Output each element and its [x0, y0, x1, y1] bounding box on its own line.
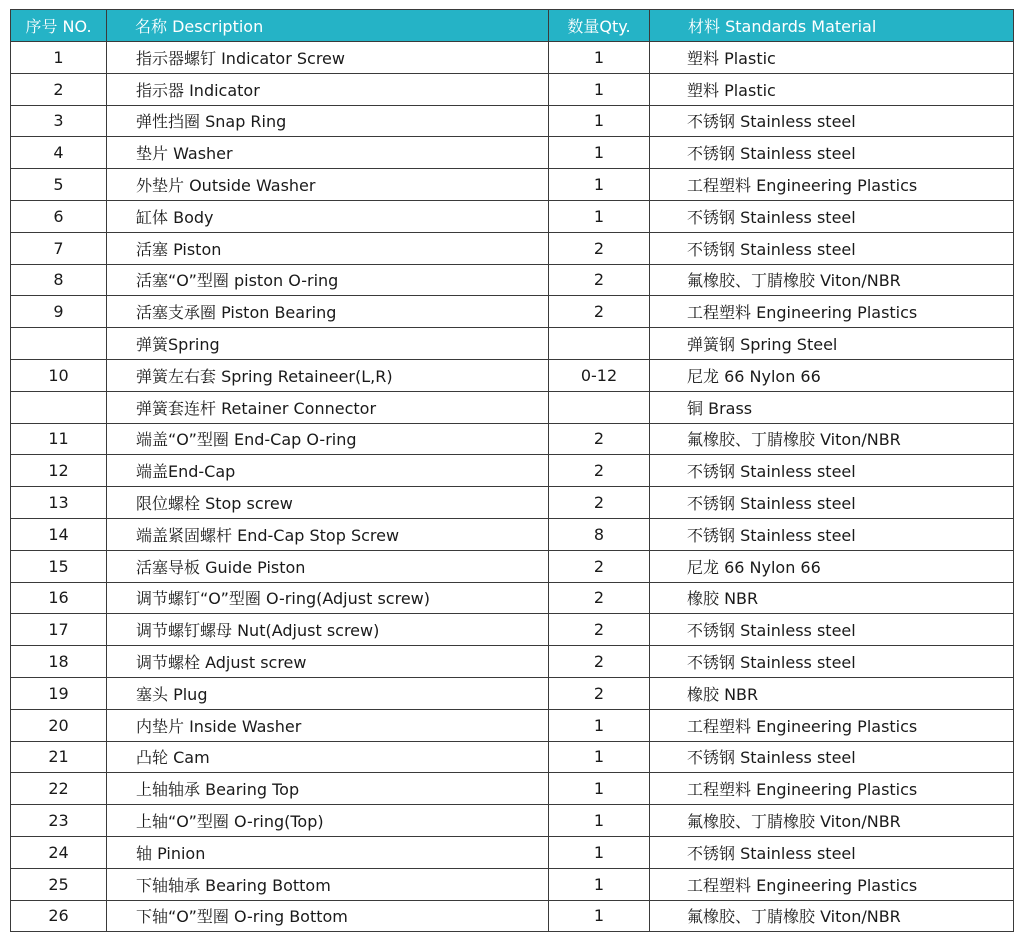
table-row	[11, 805, 1014, 837]
cell-material: 弹簧钢 Spring Steel	[650, 328, 1014, 360]
cell-qty: 1	[549, 868, 650, 900]
cell-description: 弹性挡圈 Snap Ring	[107, 105, 549, 137]
cell-description: 调节螺栓 Adjust screw	[107, 646, 549, 678]
cell-qty: 2	[549, 423, 650, 455]
parts-list-table	[10, 9, 1014, 932]
cell-description: 内垫片 Inside Washer	[107, 709, 549, 741]
cell-material: 氟橡胶、丁腈橡胶 Viton/NBR	[650, 900, 1014, 932]
cell-qty: 2	[549, 550, 650, 582]
table-row	[11, 455, 1014, 487]
table-row	[11, 232, 1014, 264]
table-row	[11, 42, 1014, 74]
cell-material: 氟橡胶、丁腈橡胶 Viton/NBR	[650, 264, 1014, 296]
cell-description: 指示器 Indicator	[107, 73, 549, 105]
cell-qty: 1	[549, 169, 650, 201]
table-row	[11, 105, 1014, 137]
cell-description: 缸体 Body	[107, 200, 549, 232]
cell-description: 外垫片 Outside Washer	[107, 169, 549, 201]
cell-material: 工程塑料 Engineering Plastics	[650, 868, 1014, 900]
cell-description: 凸轮 Cam	[107, 741, 549, 773]
cell-no: 26	[11, 900, 107, 932]
cell-no: 1	[11, 42, 107, 74]
cell-qty: 1	[549, 773, 650, 805]
cell-description: 限位螺栓 Stop screw	[107, 487, 549, 519]
cell-description: 活塞支承圈 Piston Bearing	[107, 296, 549, 328]
cell-no: 4	[11, 137, 107, 169]
cell-no: 25	[11, 868, 107, 900]
table-row	[11, 518, 1014, 550]
header-row	[11, 10, 1014, 42]
table-row	[11, 868, 1014, 900]
parts-list-container	[10, 9, 1014, 932]
cell-material: 工程塑料 Engineering Plastics	[650, 296, 1014, 328]
cell-description: 下轴轴承 Bearing Bottom	[107, 868, 549, 900]
cell-no	[11, 391, 107, 423]
cell-qty: 2	[549, 677, 650, 709]
cell-material: 不锈钢 Stainless steel	[650, 646, 1014, 678]
cell-description: 垫片 Washer	[107, 137, 549, 169]
cell-description: 端盖“O”型圈 End-Cap O-ring	[107, 423, 549, 455]
table-header	[11, 10, 1014, 42]
cell-material: 不锈钢 Stainless steel	[650, 137, 1014, 169]
cell-material: 工程塑料 Engineering Plastics	[650, 773, 1014, 805]
cell-qty: 1	[549, 137, 650, 169]
cell-no: 2	[11, 73, 107, 105]
header-description: 名称 Description	[107, 10, 549, 42]
cell-qty: 1	[549, 73, 650, 105]
cell-material: 不锈钢 Stainless steel	[650, 614, 1014, 646]
cell-qty: 1	[549, 900, 650, 932]
table-row	[11, 646, 1014, 678]
cell-qty: 1	[549, 200, 650, 232]
cell-qty: 1	[549, 741, 650, 773]
cell-qty: 2	[549, 264, 650, 296]
cell-material: 塑料 Plastic	[650, 73, 1014, 105]
cell-material: 不锈钢 Stainless steel	[650, 518, 1014, 550]
table-row	[11, 423, 1014, 455]
cell-qty: 8	[549, 518, 650, 550]
table-row	[11, 550, 1014, 582]
cell-no: 11	[11, 423, 107, 455]
table-row	[11, 773, 1014, 805]
cell-qty: 1	[549, 709, 650, 741]
cell-material: 不锈钢 Stainless steel	[650, 455, 1014, 487]
header-material: 材料 Standards Material	[650, 10, 1014, 42]
table-row	[11, 582, 1014, 614]
cell-no: 12	[11, 455, 107, 487]
cell-material: 不锈钢 Stainless steel	[650, 836, 1014, 868]
cell-description: 端盖紧固螺杆 End-Cap Stop Screw	[107, 518, 549, 550]
table-row	[11, 677, 1014, 709]
cell-description: 端盖End-Cap	[107, 455, 549, 487]
cell-no: 21	[11, 741, 107, 773]
cell-material: 不锈钢 Stainless steel	[650, 105, 1014, 137]
table-row	[11, 614, 1014, 646]
cell-no: 14	[11, 518, 107, 550]
cell-description: 轴 Pinion	[107, 836, 549, 868]
cell-no	[11, 328, 107, 360]
cell-no: 10	[11, 359, 107, 391]
table-row	[11, 328, 1014, 360]
cell-no: 16	[11, 582, 107, 614]
cell-material: 尼龙 66 Nylon 66	[650, 550, 1014, 582]
cell-qty: 2	[549, 455, 650, 487]
cell-description: 塞头 Plug	[107, 677, 549, 709]
cell-material: 不锈钢 Stainless steel	[650, 741, 1014, 773]
table-row	[11, 169, 1014, 201]
cell-no: 7	[11, 232, 107, 264]
cell-material: 橡胶 NBR	[650, 677, 1014, 709]
cell-description: 调节螺钉“O”型圈 O-ring(Adjust screw)	[107, 582, 549, 614]
cell-material: 尼龙 66 Nylon 66	[650, 359, 1014, 391]
cell-qty: 2	[549, 646, 650, 678]
cell-description: 活塞 Piston	[107, 232, 549, 264]
table-row	[11, 296, 1014, 328]
cell-no: 24	[11, 836, 107, 868]
cell-material: 不锈钢 Stainless steel	[650, 232, 1014, 264]
table-row	[11, 487, 1014, 519]
cell-material: 橡胶 NBR	[650, 582, 1014, 614]
cell-description: 活塞导板 Guide Piston	[107, 550, 549, 582]
cell-description: 上轴“O”型圈 O-ring(Top)	[107, 805, 549, 837]
cell-material: 铜 Brass	[650, 391, 1014, 423]
cell-qty	[549, 328, 650, 360]
cell-qty: 1	[549, 836, 650, 868]
cell-description: 调节螺钉螺母 Nut(Adjust screw)	[107, 614, 549, 646]
cell-qty	[549, 391, 650, 423]
cell-material: 不锈钢 Stainless steel	[650, 487, 1014, 519]
cell-qty: 2	[549, 232, 650, 264]
cell-no: 20	[11, 709, 107, 741]
cell-no: 18	[11, 646, 107, 678]
table-row	[11, 359, 1014, 391]
cell-no: 22	[11, 773, 107, 805]
table-row	[11, 73, 1014, 105]
cell-material: 不锈钢 Stainless steel	[650, 200, 1014, 232]
cell-no: 15	[11, 550, 107, 582]
cell-no: 8	[11, 264, 107, 296]
table-row	[11, 200, 1014, 232]
cell-no: 19	[11, 677, 107, 709]
table-row	[11, 391, 1014, 423]
cell-qty: 1	[549, 42, 650, 74]
cell-no: 9	[11, 296, 107, 328]
cell-description: 活塞“O”型圈 piston O-ring	[107, 264, 549, 296]
cell-qty: 2	[549, 614, 650, 646]
cell-description: 上轴轴承 Bearing Top	[107, 773, 549, 805]
table-row	[11, 836, 1014, 868]
cell-material: 氟橡胶、丁腈橡胶 Viton/NBR	[650, 805, 1014, 837]
cell-no: 17	[11, 614, 107, 646]
cell-qty: 0-12	[549, 359, 650, 391]
cell-qty: 1	[549, 805, 650, 837]
table-row	[11, 741, 1014, 773]
cell-qty: 2	[549, 487, 650, 519]
cell-no: 3	[11, 105, 107, 137]
header-no: 序号 NO.	[11, 10, 107, 42]
table-body	[11, 42, 1014, 932]
cell-description: 弹簧Spring	[107, 328, 549, 360]
table-row	[11, 264, 1014, 296]
cell-no: 23	[11, 805, 107, 837]
cell-description: 下轴“O”型圈 O-ring Bottom	[107, 900, 549, 932]
cell-no: 6	[11, 200, 107, 232]
cell-material: 氟橡胶、丁腈橡胶 Viton/NBR	[650, 423, 1014, 455]
cell-no: 13	[11, 487, 107, 519]
cell-material: 工程塑料 Engineering Plastics	[650, 709, 1014, 741]
table-row	[11, 137, 1014, 169]
cell-description: 弹簧套连杆 Retainer Connector	[107, 391, 549, 423]
cell-description: 指示器螺钉 Indicator Screw	[107, 42, 549, 74]
cell-description: 弹簧左右套 Spring Retaineer(L,R)	[107, 359, 549, 391]
table-row	[11, 709, 1014, 741]
table-row	[11, 900, 1014, 932]
cell-qty: 2	[549, 296, 650, 328]
cell-qty: 2	[549, 582, 650, 614]
cell-no: 5	[11, 169, 107, 201]
cell-material: 工程塑料 Engineering Plastics	[650, 169, 1014, 201]
cell-material: 塑料 Plastic	[650, 42, 1014, 74]
cell-qty: 1	[549, 105, 650, 137]
header-qty: 数量Qty.	[549, 10, 650, 42]
